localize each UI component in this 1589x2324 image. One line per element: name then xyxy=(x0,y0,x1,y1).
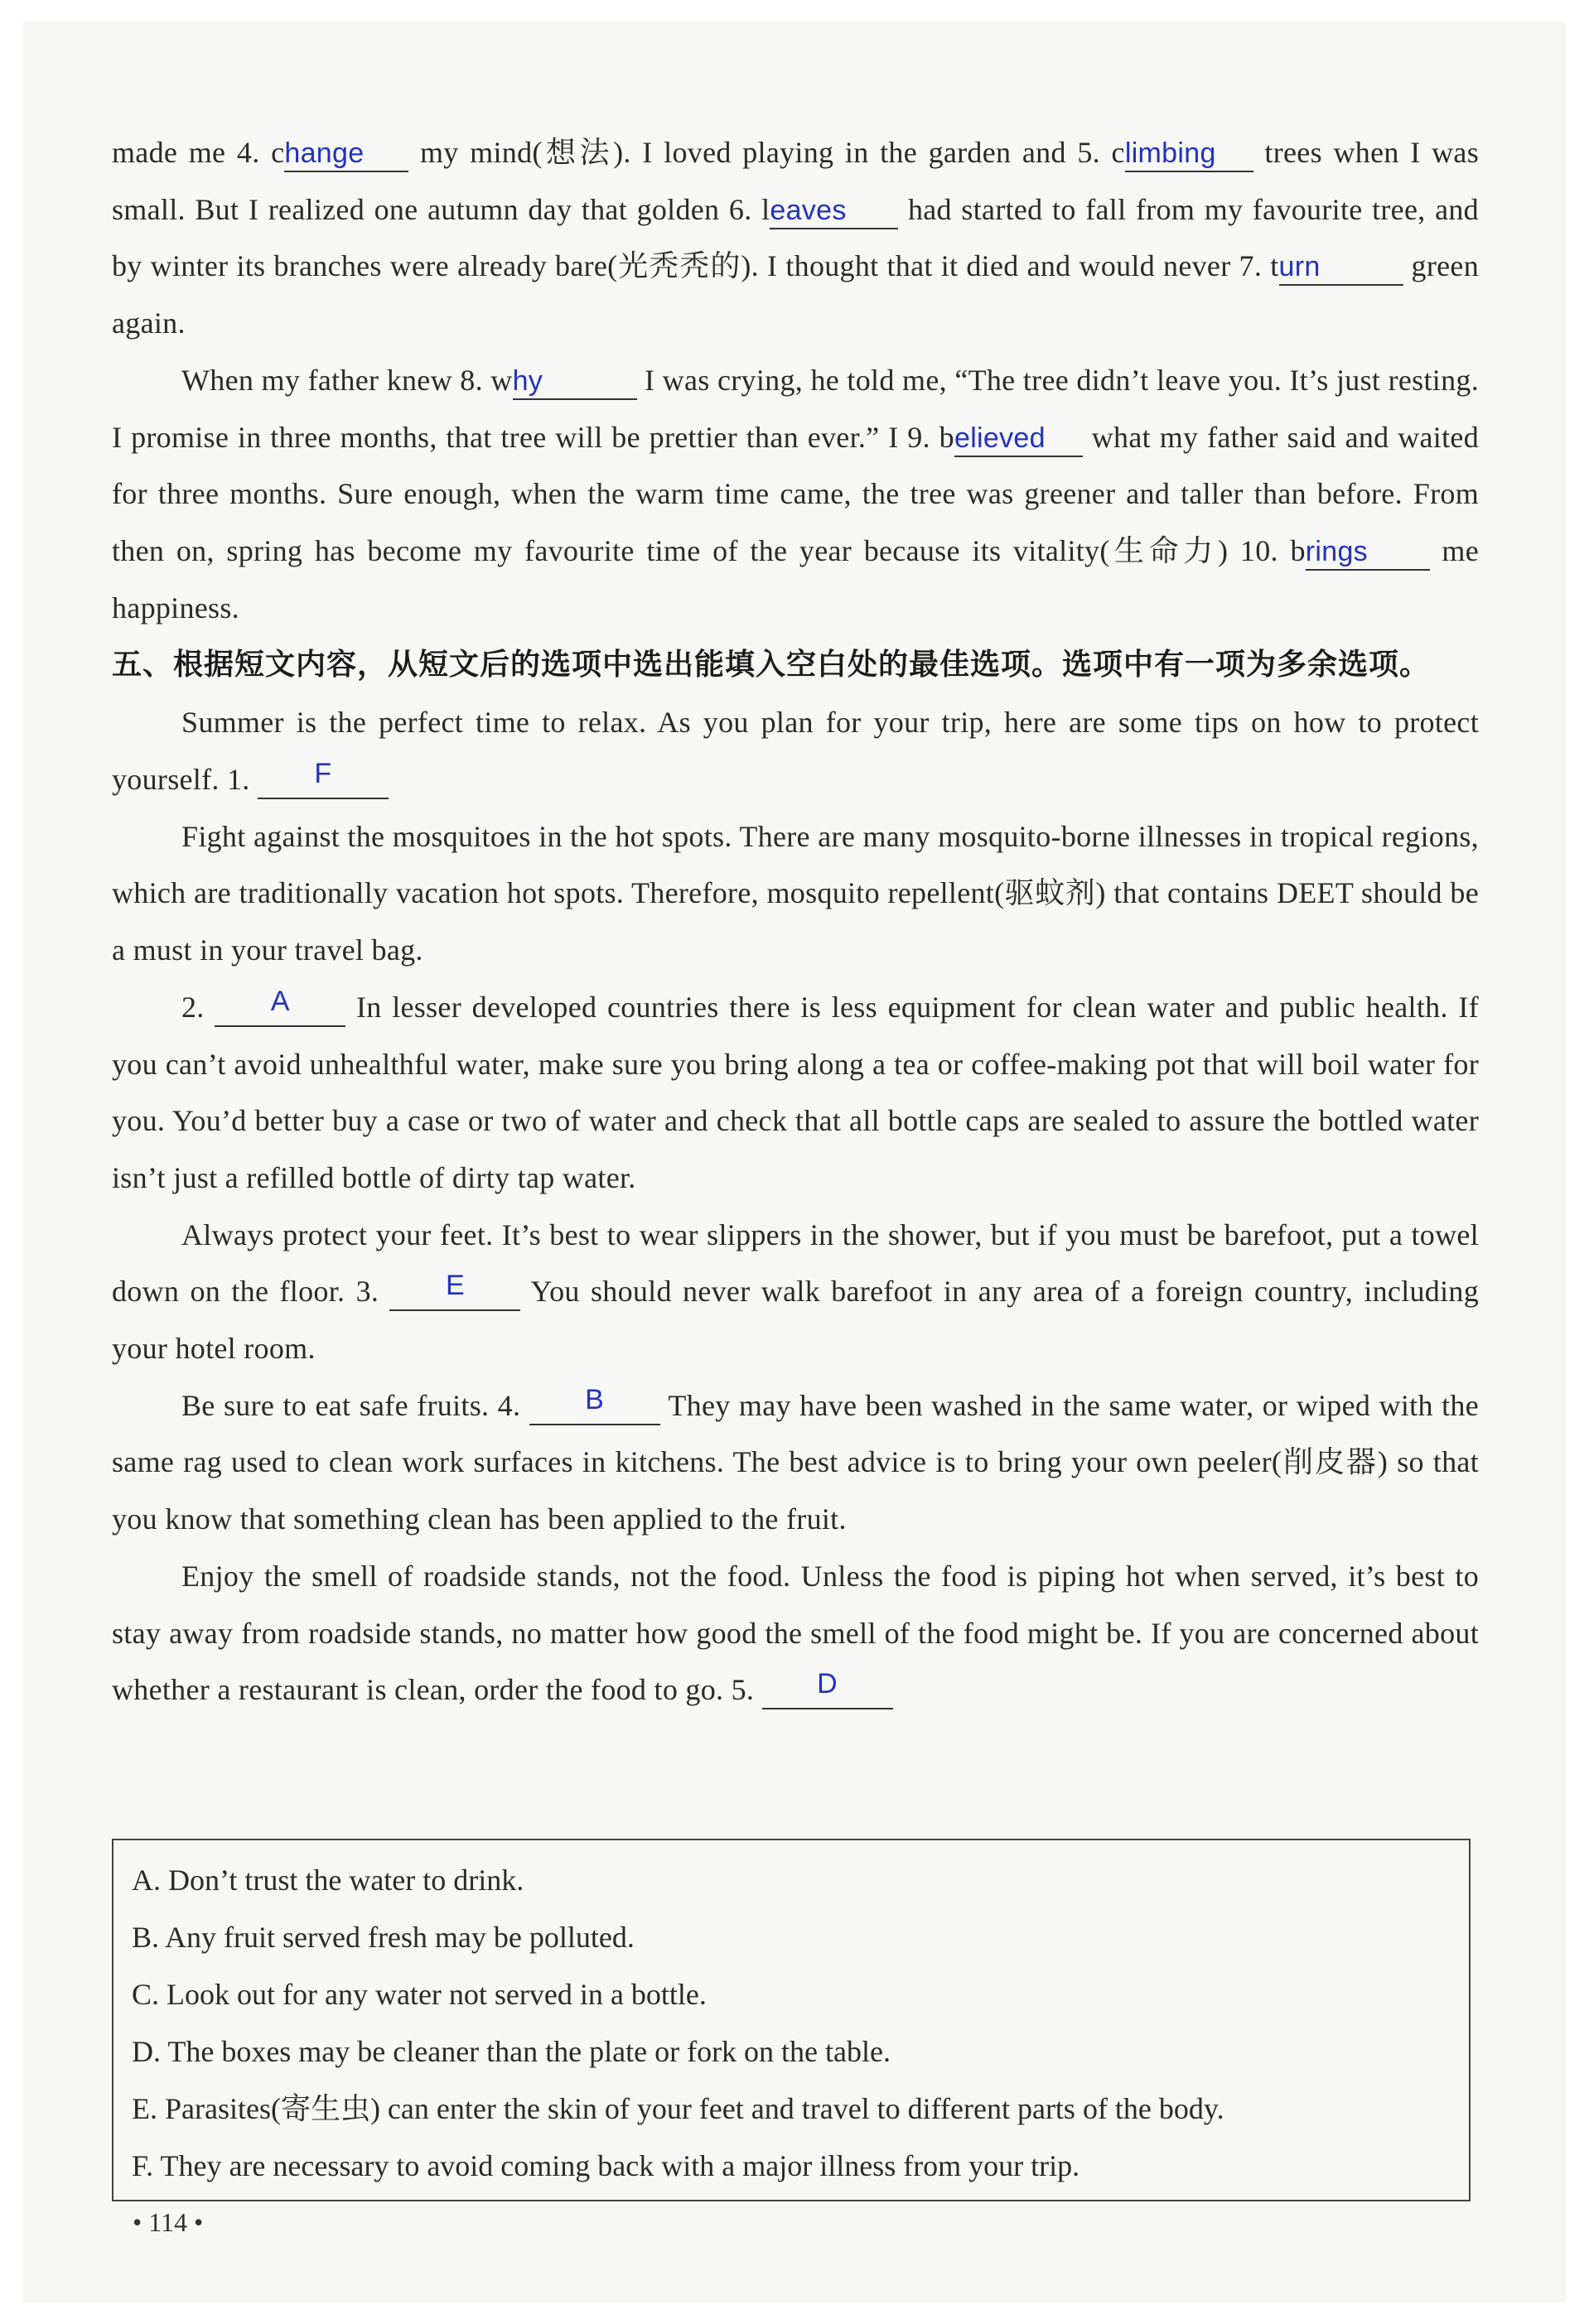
answer-8: hy xyxy=(512,364,543,397)
option-b: B. Any fruit served fresh may be polluted. xyxy=(132,1921,635,1954)
blank-9[interactable] xyxy=(954,420,1083,457)
answer-6: eaves xyxy=(770,194,847,226)
blank-4b[interactable] xyxy=(529,1383,660,1425)
blank-6[interactable] xyxy=(770,192,898,229)
passage-paragraph-1: made me 4. change my mind(想法). I loved playing in the garden and 5. climbing trees when I was small. But I realized one autumn day that golden 6. leaves had started to fall from my favourite tree, and by winter its branches were already bare(光秃秃的). I thought that it died and would never 7. turn green again. xyxy=(112,136,1480,340)
answer-5b: D xyxy=(817,1668,838,1700)
blank-1[interactable] xyxy=(258,758,389,799)
answer-7: urn xyxy=(1278,251,1321,283)
blank-4[interactable] xyxy=(284,135,408,172)
blank-10[interactable] xyxy=(1306,533,1430,571)
blank-5[interactable] xyxy=(1125,135,1253,172)
page-content xyxy=(112,124,1479,1719)
blank-5b[interactable] xyxy=(762,1668,893,1709)
answer-9: elieved xyxy=(954,422,1046,454)
answer-5: limbing xyxy=(1124,137,1216,169)
blank-7[interactable] xyxy=(1279,248,1403,286)
answer-4b: B xyxy=(585,1383,605,1415)
options-box xyxy=(112,1839,1471,2201)
passage-paragraph-2: When my father knew 8. why I was crying, he told me, “The tree didn’t leave you. It’s just resting. I promise in three months, that tree will be prettier than ever.” I 9. believed what my father said and waited for three months. Sure enough, when the warm time came, the tree was greener and taller than before. From then on, spring has become my favourite time of the year because its vitality(生命力) 10. brings me happiness. xyxy=(112,363,1479,624)
food-paragraph: Enjoy the smell of roadside stands, not the food. Unless the food is piping hot when served, it’s best to stay away from roadside stands, no matter how good the smell of the food might be. If you are concerned about whether a restaurant is clean, order the food to go. 5. D xyxy=(112,1548,1479,1719)
feet-paragraph: Always protect your feet. It’s best to wear slippers in the shower, but if you must be barefoot, put a towel down on the floor. 3. E You should never walk barefoot in any area of a foreign country, including your hotel room. xyxy=(112,1217,1479,1366)
option-d: D. The boxes may be cleaner than the plate or fork on the table. xyxy=(132,2035,891,2068)
answer-3: E xyxy=(445,1270,465,1302)
answer-4: hange xyxy=(284,137,365,169)
mosquito-paragraph: Fight against the mosquitoes in the hot spots. There are many mosquito-borne illnesses in tropical regions, which are traditionally vacation hot spots. Therefore, mosquito repellent(驱蚊剂) that contains DEET should be a must in your travel bag. xyxy=(112,819,1479,967)
option-e: E. Parasites(寄生虫) can enter the skin of your feet and travel to different parts of the body. xyxy=(132,2092,1224,2125)
blank-3[interactable] xyxy=(389,1270,520,1311)
water-paragraph: 2. A In lesser developed countries there is less equipment for clean water and public health. If you can’t avoid unhealthful water, make sure you bring along a tea or coffee-making pot that will boil water for you. You’d better buy a case or two of water and check that all bottle caps are sealed to assure the bottled water isn’t just a refilled bottle of dirty tap water. xyxy=(112,985,1479,1194)
answer-10: rings xyxy=(1305,535,1368,567)
fruits-paragraph: Be sure to eat safe fruits. 4. B They may have been washed in the same water, or wiped with the same rag used to clean work surfaces in kitchens. The best advice is to bring your own peeler(削皮器) so that you know that something clean has been applied to the fruit. xyxy=(112,1383,1479,1536)
section-heading: 五、根据短文内容，从短文后的选项中选出能填入空白处的最佳选项。选项中有一项为多余选项。 xyxy=(112,648,1431,682)
option-a: A. Don’t trust the water to drink. xyxy=(132,1864,524,1897)
page-number: • 114 • xyxy=(133,2207,204,2237)
option-c: C. Look out for any water not served in a bottle. xyxy=(132,1978,707,2011)
option-f: F. They are necessary to avoid coming back with a major illness from your trip. xyxy=(132,2149,1080,2182)
answer-2: A xyxy=(270,985,290,1017)
blank-2[interactable] xyxy=(215,985,345,1027)
tips-intro-paragraph: Summer is the perfect time to relax. As you plan for your trip, here are some tips on how to protect yourself. 1. F xyxy=(112,694,1479,808)
blank-8[interactable] xyxy=(513,363,637,400)
answer-1: F xyxy=(314,758,332,790)
